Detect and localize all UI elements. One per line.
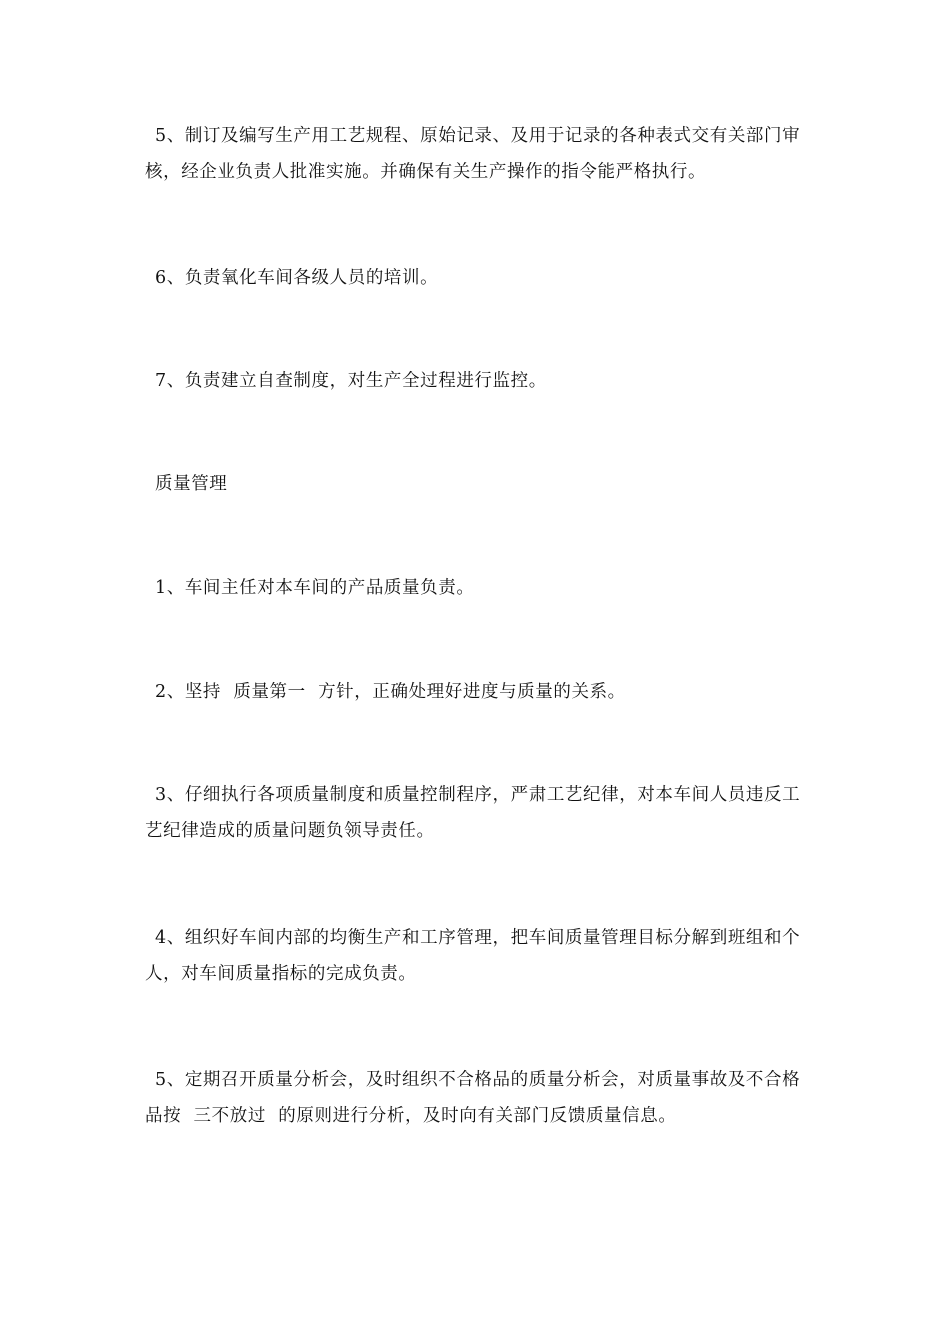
paragraph-quality-responsibility: 1、车间主任对本车间的产品质量负责。 [155,578,475,598]
paragraph-self-inspection: 7、负责建立自查制度，对生产全过程进行监控。 [155,371,547,391]
section-heading-quality-management: 质量管理 [155,474,228,494]
paragraph-balanced-production: 4、组织好车间内部的均衡生产和工序管理，把车间质量管理目标分解到班组和个人，对车间质量指标的完成负责。 [145,928,801,984]
paragraph-quality-first: 2、坚持 质量第一 方针，正确处理好进度与质量的关系。 [155,682,626,702]
paragraph-quality-analysis: 5、定期召开质量分析会，及时组织不合格品的质量分析会，对质量事故及不合格品按 三不放过 的原则进行分析，及时向有关部门反馈质量信息。 [145,1070,801,1126]
paragraph-process-rules: 5、制订及编写生产用工艺规程、原始记录、及用于记录的各种表式交有关部门审核，经企业负责人批准实施。并确保有关生产操作的指令能严格执行。 [145,126,801,182]
paragraph-quality-procedures: 3、仔细执行各项质量制度和质量控制程序，严肃工艺纪律，对本车间人员违反工艺纪律造成的质量问题负领导责任。 [145,785,801,841]
paragraph-training: 6、负责氧化车间各级人员的培训。 [155,268,439,288]
